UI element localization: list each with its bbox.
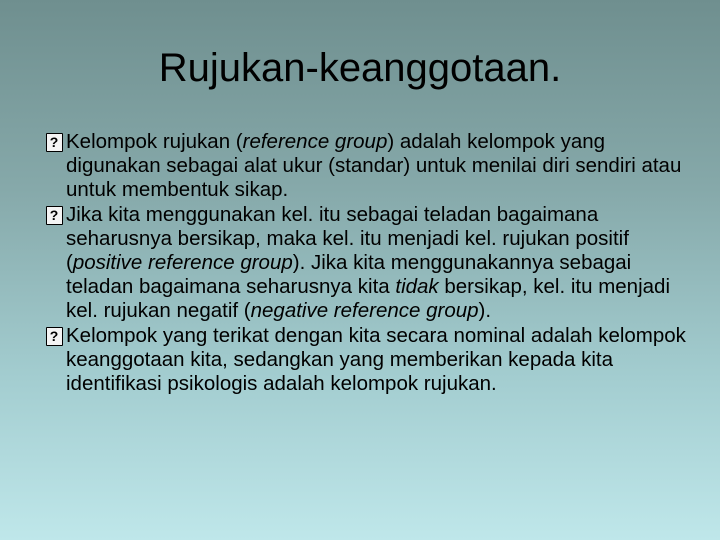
bullet-text: ).	[478, 299, 492, 323]
bullet-text-italic: positive reference group	[72, 251, 293, 275]
bullet-text: ) adalah kelompok yang digunakan sebagai alat ukur (standar) untuk menilai diri sendiri atau untuk membentuk sikap.	[66, 130, 682, 202]
bullet-item	[46, 203, 686, 324]
slide-title: Rujukan-keanggotaan.	[158, 46, 562, 90]
unknown-glyph-icon	[46, 133, 63, 152]
bullet-text-italic: tidak	[395, 275, 439, 299]
bullet-item	[46, 130, 686, 203]
bullet-list	[46, 130, 686, 396]
bullet-text: Jika kita menggunakan kel. itu sebagai teladan bagaimana seharusnya bersikap, maka kel. itu menjadi kel. rujukan positif (	[66, 202, 629, 275]
bullet-text: Kelompok rujukan (	[66, 130, 243, 153]
bullet-text: ). Jika kita menggunakannya sebagai teladan bagaimana seharusnya kita	[66, 251, 632, 299]
bullet-text-italic: negative reference group	[250, 299, 479, 323]
unknown-glyph-icon	[46, 206, 63, 225]
bullet-item	[46, 324, 686, 397]
bullet-text-italic: reference group	[242, 130, 388, 153]
unknown-glyph-icon	[46, 327, 63, 346]
bullet-text: Kelompok yang terikat dengan kita secara nominal adalah kelompok keanggotaan kita, sedangkan yang memberikan kepada kita identifikasi psikologis adalah kelompok rujukan.	[66, 323, 686, 396]
bullet-text: bersikap, kel. itu menjadi kel. rujukan negatif (	[66, 275, 670, 323]
